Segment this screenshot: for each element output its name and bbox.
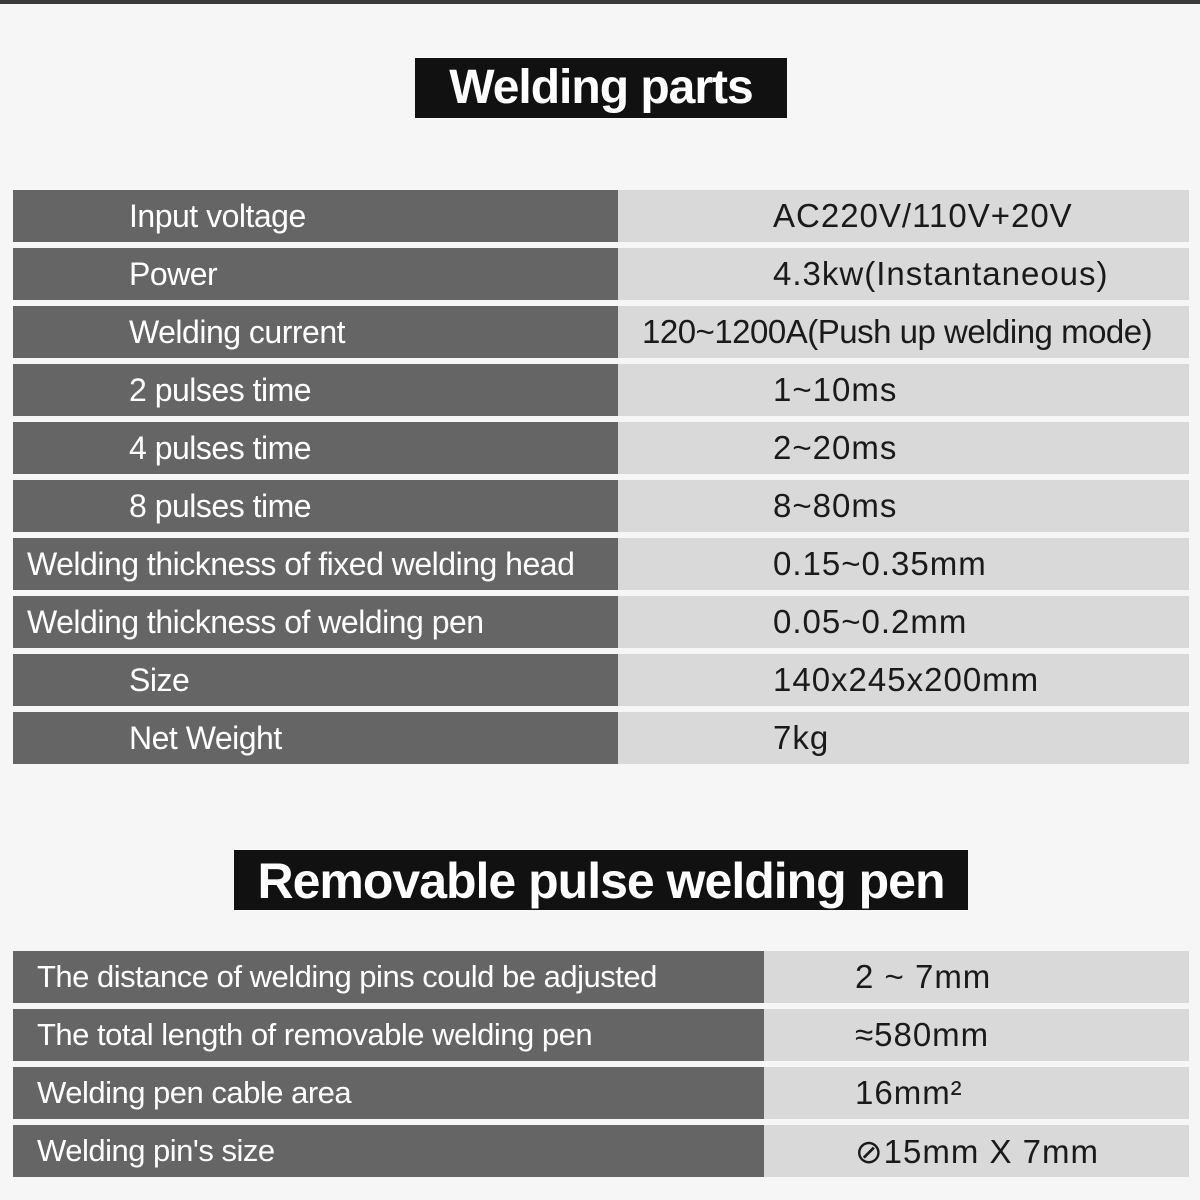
spec-row-cable-area [13,1067,1189,1119]
spec-row-welding-current [13,306,1189,358]
spec-value: AC220V/110V+20V [618,190,1189,242]
spec-label: Power [13,248,618,300]
spec-value: 8~80ms [618,480,1189,532]
welding-parts-spec-table [13,190,1189,770]
spec-row-pin-distance [13,951,1189,1003]
spec-label: The distance of welding pins could be adjusted [13,951,764,1003]
spec-value: 2 ~ 7mm [764,951,1189,1003]
spec-row-fixed-head-thickness [13,538,1189,590]
spec-value: 1~10ms [618,364,1189,416]
spec-label: Input voltage [13,190,618,242]
spec-label: Size [13,654,618,706]
spec-value: 4.3kw(Instantaneous) [618,248,1189,300]
spec-value: 0.05~0.2mm [618,596,1189,648]
spec-row-size [13,654,1189,706]
spec-row-power [13,248,1189,300]
spec-value: 140x245x200mm [618,654,1189,706]
spec-label: 8 pulses time [13,480,618,532]
spec-label: Welding pen cable area [13,1067,764,1119]
spec-value: 120~1200A(Push up welding mode) [618,306,1189,358]
spec-row-welding-pen-thickness [13,596,1189,648]
welding-pen-spec-table [13,951,1189,1183]
spec-row-pen-length [13,1009,1189,1061]
spec-row-4-pulses-time [13,422,1189,474]
spec-row-input-voltage [13,190,1189,242]
spec-row-2-pulses-time [13,364,1189,416]
section-title-welding-pen: Removable pulse welding pen [234,850,968,910]
spec-label: Welding pin's size [13,1125,764,1177]
spec-label: Welding current [13,306,618,358]
spec-label: Welding thickness of fixed welding head [13,538,618,590]
section-title-welding-parts: Welding parts [415,58,787,118]
spec-value: 2~20ms [618,422,1189,474]
spec-label: Welding thickness of welding pen [13,596,618,648]
spec-label: 4 pulses time [13,422,618,474]
spec-value: 16mm² [764,1067,1189,1119]
spec-label: Net Weight [13,712,618,764]
spec-label: 2 pulses time [13,364,618,416]
top-divider [0,0,1200,4]
spec-row-8-pulses-time [13,480,1189,532]
spec-value: ≈580mm [764,1009,1189,1061]
spec-value: ⊘15mm X 7mm [764,1125,1189,1177]
spec-value: 0.15~0.35mm [618,538,1189,590]
spec-value: 7kg [618,712,1189,764]
spec-label: The total length of removable welding pen [13,1009,764,1061]
spec-row-pin-size [13,1125,1189,1177]
spec-row-net-weight [13,712,1189,764]
